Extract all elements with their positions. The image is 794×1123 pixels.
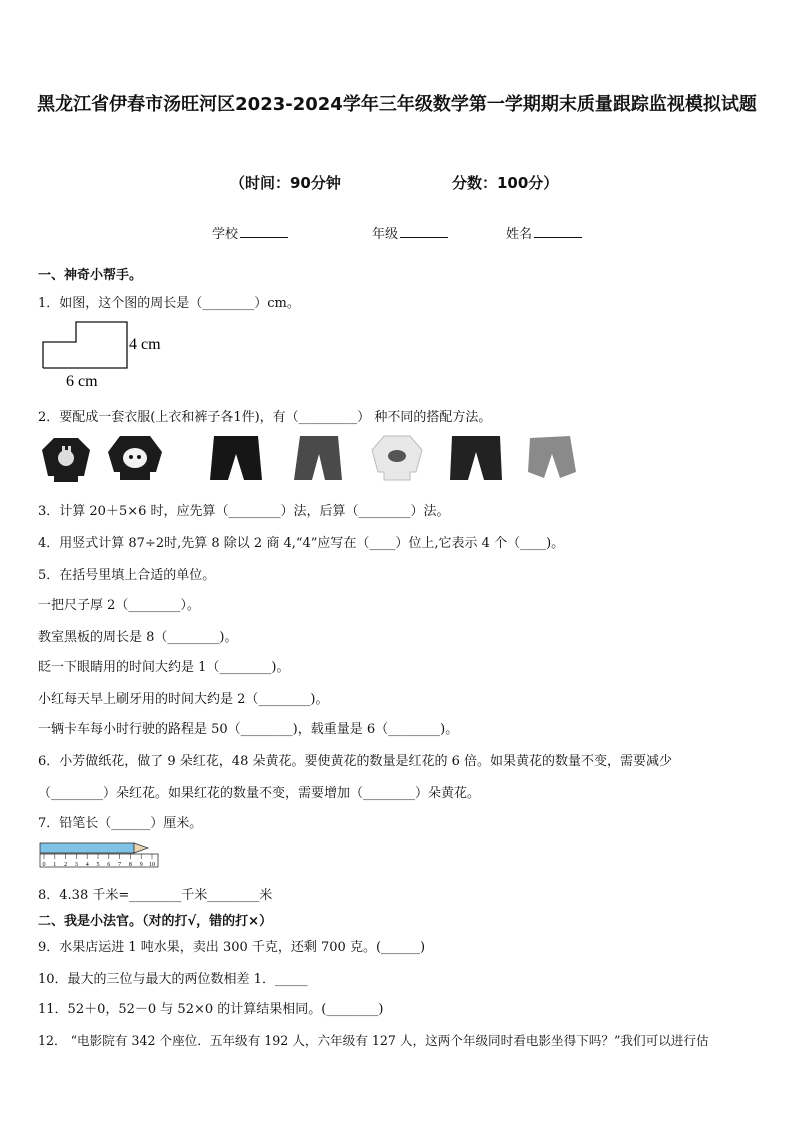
name-label: 姓名	[506, 227, 533, 242]
question-5-d[interactable]: 小红每天早上刷牙用的时间大约是 2（________)。	[38, 692, 329, 707]
grade-blank[interactable]	[400, 225, 448, 238]
question-5-e[interactable]: 一辆卡车每小时行驶的路程是 50（________)，载重量是 6（________)。	[38, 722, 459, 737]
name-field[interactable]	[506, 223, 582, 242]
question-9[interactable]: 9．水果店运进 1 吨水果，卖出 300 千克，还剩 700 克。(______)	[38, 940, 426, 955]
grade-field[interactable]	[372, 223, 448, 242]
school-blank[interactable]	[240, 225, 288, 238]
question-5-a[interactable]: 一把尺子厚 2（________）。	[38, 598, 200, 613]
perimeter-figure	[40, 318, 180, 392]
page-title: 黑龙江省伊春市汤旺河区2023-2024学年三年级数学第一学期期末质量跟踪监视模拟试题	[37, 94, 757, 115]
question-8[interactable]: 8．4.38 千米=________千米________米	[38, 888, 273, 903]
question-12[interactable]: 12． “电影院有 342 个座位．五年级有 192 人，六年级有 127 人，这两个年级同时看电影坐得下吗？”我们可以进行估	[38, 1033, 709, 1048]
black-sweater-rabbit-image	[40, 432, 92, 484]
black-sweater-bear-image	[106, 432, 164, 482]
exam-time: （时间：90分钟	[230, 174, 341, 192]
section-one-heading: 一、神奇小帮手。	[38, 268, 143, 283]
grade-label: 年级	[372, 227, 399, 242]
ruler-tick-label: 5	[96, 862, 100, 868]
ruler-tick-label: 2	[64, 862, 68, 868]
ruler-tick-label: 8	[128, 862, 132, 868]
exam-score: 分数：100分）	[452, 174, 559, 192]
question-1[interactable]: 1．如图，这个图的周长是（________）cm。	[38, 296, 300, 311]
ruler-tick-label: 9	[139, 862, 143, 868]
pencil-ruler-figure	[38, 840, 162, 870]
dark-pants-image	[446, 432, 506, 482]
question-3[interactable]: 3．计算 20＋5×6 时，应先算（________）法，后算（________）法。	[38, 504, 450, 519]
name-blank[interactable]	[534, 225, 582, 238]
white-sweater-image	[370, 432, 424, 482]
section-two-heading: 二、我是小法官。（对的打√，错的打×）	[38, 914, 273, 929]
ruler-tick-label: 1	[53, 862, 57, 868]
ruler-tick-label: 7	[118, 862, 122, 868]
gray-jeans-image	[524, 432, 578, 482]
gray-pants-image	[292, 432, 344, 482]
question-6-line-1: 6．小芳做纸花，做了 9 朵红花，48 朵黄花。要使黄花的数量是红花的 6 倍。如果黄花的数量不变，需要减少	[38, 754, 673, 769]
school-field[interactable]	[212, 223, 288, 242]
question-4[interactable]: 4．用竖式计算 87÷2时,先算 8 除以 2 商 4,“4”应写在（____）位上,它表示 4 个（____)。	[38, 536, 565, 551]
staircase-shape	[43, 322, 127, 368]
question-10[interactable]: 10．最大的三位与最大的两位数相差 1．_____	[38, 972, 308, 987]
ruler-tick-label: 6	[107, 862, 111, 868]
figure-height-label: 4 cm	[129, 336, 161, 353]
black-pants-image	[206, 432, 266, 482]
pencil-tip	[134, 843, 148, 853]
question-6-line-2[interactable]: （________）朵红花。如果红花的数量不变，需要增加（________）朵黄花。	[38, 786, 481, 801]
ruler-tick-label: 0	[42, 862, 46, 868]
question-11[interactable]: 11．52＋0，52－0 与 52×0 的计算结果相同。(________)	[38, 1002, 384, 1017]
ruler-tick-label: 3	[74, 862, 78, 868]
question-2[interactable]: 2．要配成一套衣服(上衣和裤子各1件)，有（_________） 种不同的搭配方法。	[38, 410, 492, 425]
question-7[interactable]: 7．铅笔长（______）厘米。	[38, 816, 203, 831]
question-5-b[interactable]: 教室黑板的周长是 8（________)。	[38, 630, 238, 645]
question-5-c[interactable]: 眨一下眼睛用的时间大约是 1（________)。	[38, 660, 290, 675]
school-label: 学校	[212, 227, 239, 242]
ruler-tick-label: 4	[85, 862, 89, 868]
pencil-body	[40, 843, 134, 853]
figure-width-label: 6 cm	[66, 373, 98, 390]
question-5: 5．在括号里填上合适的单位。	[38, 568, 216, 583]
ruler-tick-label: 10	[149, 862, 155, 868]
